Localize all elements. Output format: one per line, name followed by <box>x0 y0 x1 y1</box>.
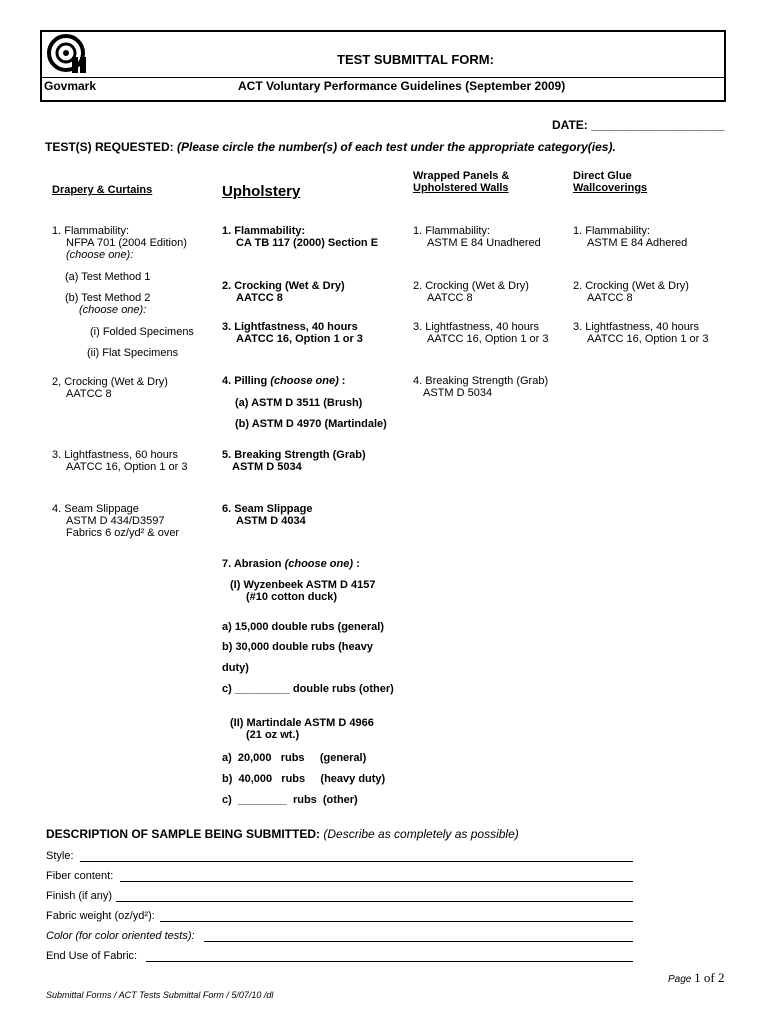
wrapped-test-1-standard: ASTM E 84 Unadhered <box>427 237 541 249</box>
drapery-test-3[interactable] <box>52 449 187 473</box>
drapery-test-4-title: 4. Seam Slippage <box>52 503 139 515</box>
wyzenbeek-method[interactable] <box>230 579 376 603</box>
wrapped-test-4-title: 4. Breaking Strength (Grab) <box>413 375 549 387</box>
upholstery-test-6-title: 6. Seam Slippage <box>222 503 313 515</box>
wyzenbeek-option-c[interactable]: c) _________ double rubs (other) <box>222 683 394 695</box>
drapery-test-2[interactable] <box>52 376 168 400</box>
wrapped-test-1[interactable] <box>413 225 541 249</box>
page-count: 1 of 2 <box>694 970 725 985</box>
glue-header-line1: Direct Glue <box>573 170 632 182</box>
finish-label: Finish (if any) <box>46 890 113 902</box>
govmark-logo-icon <box>46 33 90 77</box>
wrapped-test-3[interactable] <box>413 321 548 345</box>
drapery-test-1-choose: (choose one): <box>66 249 134 261</box>
drapery-test-3-standard: AATCC 16, Option 1 or 3 <box>66 461 188 473</box>
wrapped-test-2-standard: AATCC 8 <box>427 292 473 304</box>
glue-test-1-title: 1. Flammability: <box>573 225 651 237</box>
drapery-option-b-choose: (choose one): <box>79 304 147 316</box>
martindale-option-b[interactable]: b) 40,000 rubs (heavy duty) <box>222 773 386 785</box>
description-label: DESCRIPTION OF SAMPLE BEING SUBMITTED: <box>46 827 321 841</box>
drapery-test-2-standard: AATCC 8 <box>66 388 112 400</box>
fabric-weight-label: Fabric weight (oz/yd²): <box>46 910 155 922</box>
glue-test-3-standard: AATCC 16, Option 1 or 3 <box>587 333 709 345</box>
tests-requested-instruction: (Please circle the number(s) of each test under the appropriate category(ies). <box>177 140 616 154</box>
wrapped-test-4[interactable] <box>413 375 548 399</box>
upholstery-test-2-title: 2. Crocking (Wet & Dry) <box>222 280 345 292</box>
upholstery-test-5[interactable] <box>222 449 366 473</box>
martindale-method[interactable] <box>230 717 374 741</box>
upholstery-test-5-title: 5. Breaking Strength (Grab) <box>222 449 366 461</box>
wyzenbeek-option-b-cont: duty) <box>222 662 249 674</box>
column-glue-header <box>573 170 647 194</box>
date-field[interactable]: DATE: ____________________ <box>552 118 725 132</box>
drapery-test-3-title: 3. Lightfastness, 60 hours <box>52 449 178 461</box>
description-hint: (Describe as completely as possible) <box>323 827 519 841</box>
footer-reference: Submittal Forms / ACT Tests Submittal Form / 5/07/10 /dl <box>46 990 274 1000</box>
header-divider <box>42 77 724 78</box>
wrapped-header-line1: Wrapped Panels & <box>413 170 510 182</box>
drapery-test-1-title: 1. Flammability: <box>52 225 130 237</box>
upholstery-test-4-colon: : <box>338 375 346 387</box>
end-use-label: End Use of Fabric: <box>46 950 138 962</box>
fabric-weight-input[interactable] <box>160 921 633 922</box>
upholstery-test-1-standard: CA TB 117 (2000) Section E <box>236 237 379 249</box>
wrapped-test-2[interactable] <box>413 280 529 304</box>
drapery-test-1-standard: NFPA 701 (2004 Edition) <box>66 237 187 249</box>
color-input[interactable] <box>204 941 633 942</box>
finish-input[interactable] <box>116 901 633 902</box>
wyzenbeek-note: (#10 cotton duck) <box>246 591 338 603</box>
form-title: TEST SUBMITTAL FORM: <box>337 52 494 67</box>
drapery-option-a[interactable]: (a) Test Method 1 <box>65 271 151 283</box>
upholstery-test-2-standard: AATCC 8 <box>236 292 283 304</box>
glue-test-2-title: 2. Crocking (Wet & Dry) <box>573 280 689 292</box>
upholstery-test-6-standard: ASTM D 4034 <box>236 515 306 527</box>
upholstery-test-4[interactable] <box>222 375 345 387</box>
glue-header-line2: Wallcoverings <box>573 182 648 194</box>
martindale-note: (21 oz wt.) <box>246 729 300 741</box>
wrapped-header-line2: Upholstered Walls <box>413 182 509 194</box>
upholstery-test-3-title: 3. Lightfastness, 40 hours <box>222 321 358 333</box>
org-name: Govmark <box>44 79 97 93</box>
form-subtitle: ACT Voluntary Performance Guidelines (September 2009) <box>238 79 566 93</box>
glue-test-2-standard: AATCC 8 <box>587 292 633 304</box>
glue-test-3[interactable] <box>573 321 708 345</box>
wrapped-test-1-title: 1. Flammability: <box>413 225 491 237</box>
upholstery-test-4-title: 4. Pilling <box>222 375 271 387</box>
page-number <box>668 970 724 986</box>
end-use-input[interactable] <box>146 961 633 962</box>
tests-requested-label: TEST(S) REQUESTED: <box>45 140 174 154</box>
martindale-title: (II) Martindale ASTM D 4966 <box>230 717 374 729</box>
wyzenbeek-title: (I) Wyzenbeek ASTM D 4157 <box>230 579 376 591</box>
upholstery-test-3-standard: AATCC 16, Option 1 or 3 <box>236 333 363 345</box>
wrapped-test-3-title: 3. Lightfastness, 40 hours <box>413 321 539 333</box>
style-label: Style: <box>46 850 74 862</box>
description-heading <box>46 827 519 841</box>
upholstery-test-6[interactable] <box>222 503 312 527</box>
drapery-test-1[interactable] <box>52 225 187 261</box>
fiber-content-input[interactable] <box>120 881 633 882</box>
upholstery-test-7-colon: : <box>353 558 360 570</box>
drapery-test-4-standard: ASTM D 434/D3597 <box>66 515 165 527</box>
upholstery-pilling-a[interactable]: (a) ASTM D 3511 (Brush) <box>235 397 363 409</box>
column-drapery-header: Drapery & Curtains <box>52 184 153 196</box>
upholstery-test-1[interactable] <box>222 225 378 249</box>
upholstery-test-7-title: 7. Abrasion <box>222 558 285 570</box>
column-wrapped-header <box>413 170 509 194</box>
wrapped-test-3-standard: AATCC 16, Option 1 or 3 <box>427 333 549 345</box>
upholstery-pilling-b[interactable]: (b) ASTM D 4970 (Martindale) <box>235 418 387 430</box>
upholstery-test-1-title: 1. Flammability: <box>222 225 306 237</box>
wrapped-test-2-title: 2. Crocking (Wet & Dry) <box>413 280 529 292</box>
upholstery-test-4-choose: (choose one) <box>270 375 339 387</box>
fiber-content-label: Fiber content: <box>46 870 114 882</box>
wyzenbeek-option-a[interactable]: a) 15,000 double rubs (general) <box>222 621 384 633</box>
wrapped-test-4-standard: ASTM D 5034 <box>423 387 493 399</box>
drapery-option-b-title: (b) Test Method 2 <box>65 292 151 304</box>
upholstery-test-7-choose: (choose one) <box>284 558 354 570</box>
martindale-option-a[interactable]: a) 20,000 rubs (general) <box>222 752 367 764</box>
drapery-option-b[interactable] <box>65 292 150 316</box>
wyzenbeek-option-b[interactable]: b) 30,000 double rubs (heavy <box>222 641 373 653</box>
drapery-test-4[interactable] <box>52 503 179 539</box>
color-label: Color (for color oriented tests): <box>46 930 195 942</box>
martindale-option-c[interactable]: c) ________ rubs (other) <box>222 794 358 806</box>
upholstery-test-7[interactable] <box>222 558 360 570</box>
tests-requested-line <box>45 140 616 154</box>
column-upholstery-header: Upholstery <box>222 183 301 200</box>
page-prefix: Page <box>668 974 695 985</box>
glue-test-1-standard: ASTM E 84 Adhered <box>587 237 688 249</box>
drapery-option-b-i[interactable]: (i) Folded Specimens <box>90 326 194 338</box>
glue-test-2[interactable] <box>573 280 689 304</box>
drapery-test-2-title: 2, Crocking (Wet & Dry) <box>52 376 168 388</box>
style-input[interactable] <box>80 861 633 862</box>
glue-test-1[interactable] <box>573 225 687 249</box>
glue-test-3-title: 3. Lightfastness, 40 hours <box>573 321 699 333</box>
upholstery-test-2[interactable] <box>222 280 345 304</box>
drapery-test-4-note: Fabrics 6 oz/yd² & over <box>66 527 180 539</box>
drapery-option-b-ii[interactable]: (ii) Flat Specimens <box>87 347 179 359</box>
upholstery-test-3[interactable] <box>222 321 363 345</box>
upholstery-test-5-standard: ASTM D 5034 <box>232 461 302 473</box>
